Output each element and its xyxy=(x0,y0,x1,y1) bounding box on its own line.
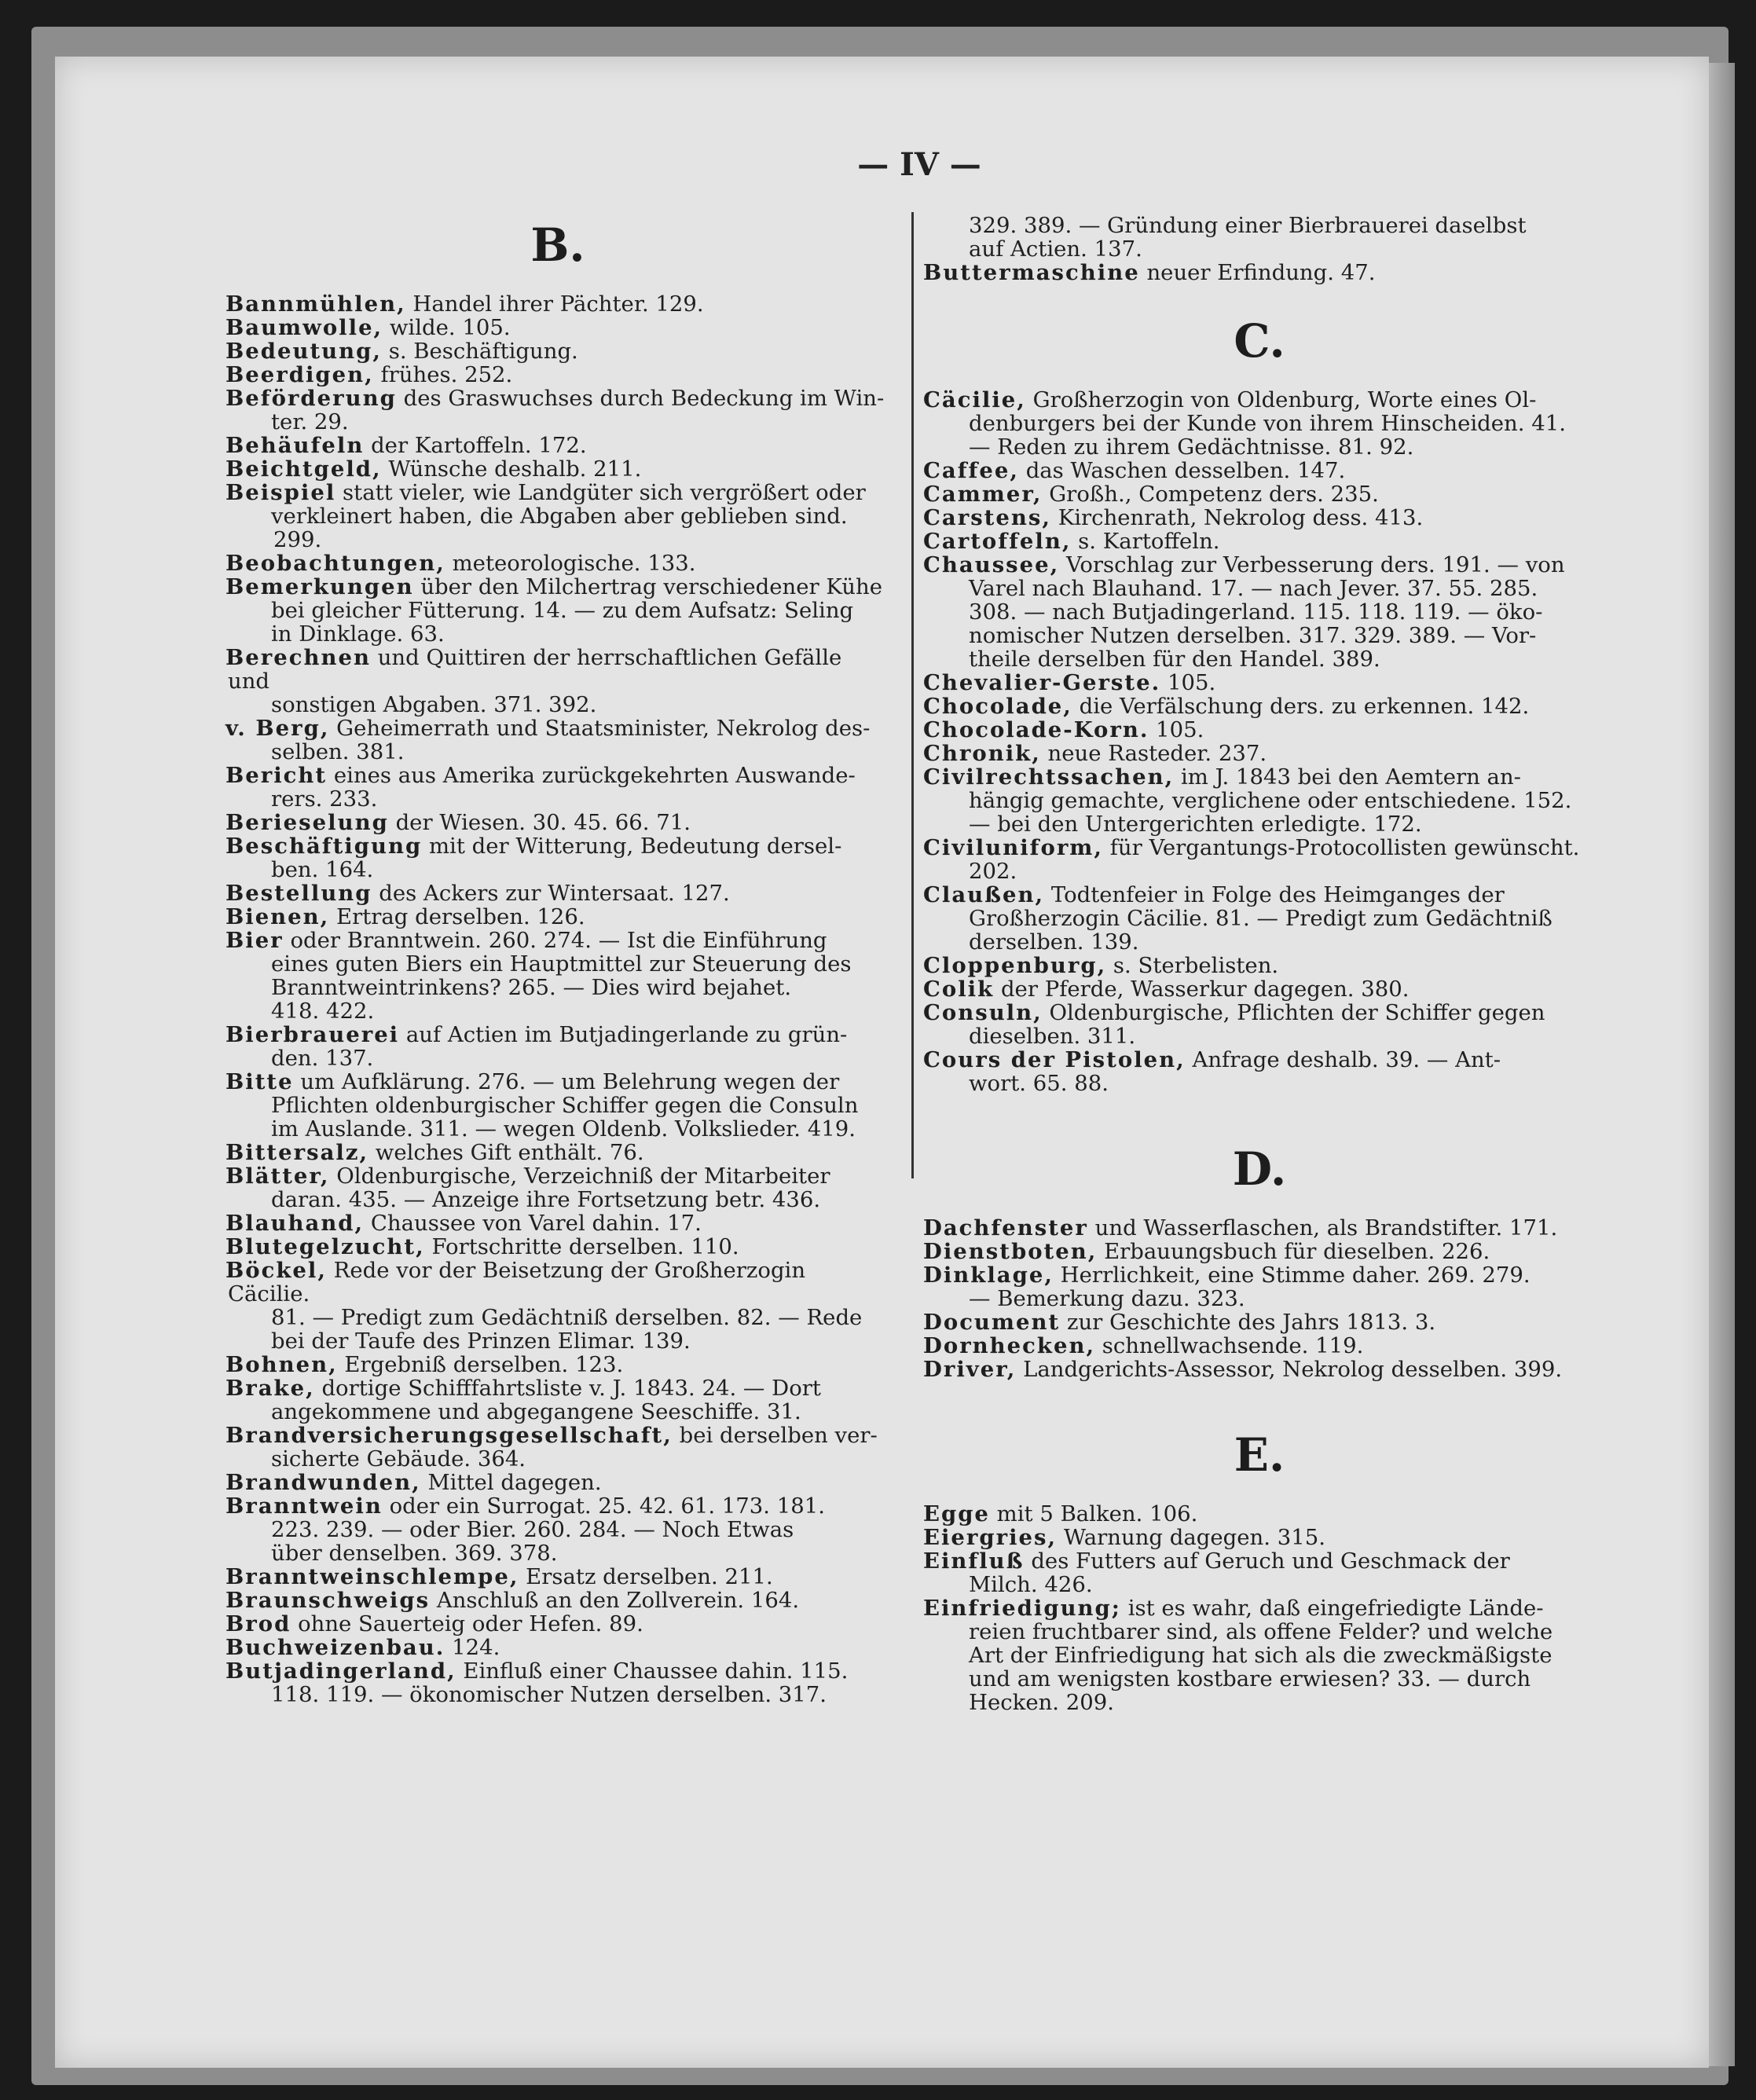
index-entry xyxy=(923,1047,1593,1096)
entry-text: Ersatz derselben. 211. xyxy=(526,1564,773,1589)
index-entry xyxy=(225,1234,888,1259)
entry-keyword: Beobachtungen, xyxy=(225,551,445,576)
index-entry xyxy=(923,1263,1593,1311)
entry-keyword: Blauhand, xyxy=(225,1211,365,1236)
entry-keyword: Branntweinschlempe, xyxy=(225,1564,519,1589)
section-letter-d: D. xyxy=(1232,1142,1287,1196)
entry-text: s. Kartoffeln. xyxy=(1078,529,1220,554)
index-entry xyxy=(923,1000,1593,1049)
index-entry xyxy=(923,1596,1593,1715)
entry-continuation: im Auslande. 311. — wegen Oldenb. Volkslieder. 419. xyxy=(271,1116,856,1142)
index-entry xyxy=(923,260,1593,285)
entry-text: Oldenburgische, Pflichten der Schiffer gegen xyxy=(1049,1000,1545,1025)
index-entry xyxy=(923,387,1593,460)
index-entry xyxy=(225,1635,888,1660)
entry-text: wilde. 105. xyxy=(389,315,511,340)
entry-text: Erbauungsbuch für dieselben. 226. xyxy=(1104,1239,1490,1264)
entry-text: ist es wahr, daß eingefriedigte Lände- xyxy=(1127,1596,1544,1621)
entry-text: 124. xyxy=(452,1635,500,1660)
entry-continuation: über denselben. 369. 378. xyxy=(271,1541,558,1566)
entry-text: Rede vor der Beisetzung der Großherzogin Cäcilie. xyxy=(228,1258,806,1307)
entry-text: meteorologische. 133. xyxy=(452,551,696,576)
entry-continuation: Hecken. 209. xyxy=(969,1690,1115,1715)
entry-continuation: angekommene und abgegangene Seeschiffe. 31. xyxy=(271,1399,801,1424)
index-entry xyxy=(225,716,888,764)
entry-keyword: Claußen, xyxy=(923,882,1045,907)
entry-keyword: Caffee, xyxy=(923,458,1019,483)
entry-keyword: Dornhecken, xyxy=(923,1333,1096,1358)
entry-continuation: Varel nach Blauhand. 17. — nach Jever. 37. 55. 285. xyxy=(969,576,1538,601)
index-entry xyxy=(923,717,1593,742)
entry-keyword: Bier xyxy=(225,928,284,953)
index-entry xyxy=(225,1140,888,1165)
entry-keyword: Buchweizenbau. xyxy=(225,1635,445,1660)
column-divider xyxy=(911,212,914,1178)
entry-continuation: 308. — nach Butjadingerland. 115. 118. 119. — öko- xyxy=(969,599,1543,625)
entry-text: über den Milchertrag verschiedener Kühe xyxy=(420,574,883,599)
index-entry xyxy=(923,1357,1593,1382)
entry-keyword: Beförderung xyxy=(225,386,397,411)
entry-keyword: Cäcilie, xyxy=(923,387,1026,412)
entry-text: Wünsche deshalb. 211. xyxy=(388,456,642,482)
entry-keyword: Chocolade-Korn. xyxy=(923,717,1149,742)
entry-keyword: Civiluniform, xyxy=(923,835,1103,860)
index-entry xyxy=(225,1423,888,1471)
index-entry xyxy=(225,1069,888,1142)
entry-keyword: Brandversicherungsgesellschaft, xyxy=(225,1423,673,1448)
entry-keyword: Dienstboten, xyxy=(923,1239,1098,1264)
index-entry xyxy=(923,1548,1593,1597)
entry-continuation: Art der Einfriedigung hat sich als die zweckmäßigste xyxy=(969,1643,1553,1668)
index-entries-d xyxy=(923,1215,1593,1382)
index-entry xyxy=(923,505,1593,530)
index-entry xyxy=(225,1211,888,1236)
entry-text: Chaussee von Varel dahin. 17. xyxy=(370,1211,702,1236)
index-entry xyxy=(923,529,1593,554)
entry-text: Großherzogin von Oldenburg, Worte eines Ol- xyxy=(1032,387,1537,412)
entry-text: Handel ihrer Pächter. 129. xyxy=(412,291,704,317)
entry-keyword: Beichtgeld, xyxy=(225,456,382,482)
index-entry xyxy=(225,1258,888,1354)
entry-text: ohne Sauerteig oder Hefen. 89. xyxy=(298,1611,643,1636)
index-entries-b xyxy=(225,291,888,1707)
entry-text: Fortschritte derselben. 110. xyxy=(431,1234,739,1259)
index-entry xyxy=(225,456,888,482)
index-entry xyxy=(225,339,888,364)
right-column xyxy=(923,213,1593,1715)
entry-text: der Kartoffeln. 172. xyxy=(371,433,587,458)
entry-text: Warnung dagegen. 315. xyxy=(1063,1525,1325,1550)
entry-continuation: derselben. 139. xyxy=(969,929,1139,955)
index-entries-c xyxy=(923,387,1593,1096)
entry-keyword: Bienen, xyxy=(225,904,330,929)
entry-continuation: Milch. 426. xyxy=(969,1572,1093,1597)
entry-continuation: verkleinert haben, die Abgaben aber geblieben sind. 299. xyxy=(271,504,848,552)
entry-continuation: — bei den Untergerichten erledigte. 172. xyxy=(969,812,1422,837)
entry-keyword: Beerdigen, xyxy=(225,362,374,387)
entry-keyword: Buttermaschine xyxy=(923,260,1140,285)
entry-keyword: Chronik, xyxy=(923,741,1041,766)
index-entry xyxy=(225,928,888,1024)
entry-keyword: Bitte xyxy=(225,1069,294,1094)
entry-keyword: Brod xyxy=(225,1611,291,1636)
entry-text: Anfrage deshalb. 39. — Ant- xyxy=(1192,1047,1501,1072)
section-letter-e: E. xyxy=(1234,1428,1285,1482)
entry-text: Landgerichts-Assessor, Nekrolog desselben. 399. xyxy=(1023,1357,1563,1382)
entry-continuation: bei der Taufe des Prinzen Elimar. 139. xyxy=(271,1329,691,1354)
entry-keyword: Bannmühlen, xyxy=(225,291,406,317)
index-entry xyxy=(225,315,888,340)
entry-continuation: — Bemerkung dazu. 323. xyxy=(969,1286,1245,1311)
index-entry xyxy=(225,1352,888,1377)
entry-continuation: dieselben. 311. xyxy=(969,1024,1136,1049)
entry-keyword: Butjadingerland, xyxy=(225,1658,456,1684)
entry-continuation: in Dinklage. 63. xyxy=(271,621,445,647)
entry-text: das Waschen desselben. 147. xyxy=(1025,458,1346,483)
entry-keyword: Brake, xyxy=(225,1376,315,1401)
entry-continuation: 329. 389. — Gründung einer Bierbrauerei daselbst xyxy=(969,213,1527,238)
entry-continuation: theile derselben für den Handel. 389. xyxy=(969,647,1380,672)
entry-text: schnellwachsende. 119. xyxy=(1102,1333,1364,1358)
entry-continuation: Branntweintrinkens? 265. — Dies wird bejahet. xyxy=(271,975,792,1000)
entry-text: Anschluß an den Zollverein. 164. xyxy=(436,1588,800,1613)
index-entry xyxy=(923,977,1593,1002)
entry-continuation: und am wenigsten kostbare erwiesen? 33. — durch xyxy=(969,1666,1531,1691)
entry-keyword: Einfriedigung; xyxy=(923,1596,1121,1621)
entry-keyword: Bierbrauerei xyxy=(225,1022,400,1047)
entry-keyword: Baumwolle, xyxy=(225,315,383,340)
index-entries-e xyxy=(923,1501,1593,1715)
index-entry xyxy=(225,433,888,458)
entry-continuation: reien fruchtbarer sind, als offene Felder? und welche xyxy=(969,1619,1553,1644)
index-entry xyxy=(923,552,1593,672)
index-entry xyxy=(225,551,888,576)
entry-keyword: Bemerkungen xyxy=(225,574,414,599)
entry-keyword: Beispiel xyxy=(225,480,336,505)
entry-keyword: Carstens, xyxy=(923,505,1051,530)
entry-text: welches Gift enthält. 76. xyxy=(375,1140,644,1165)
page-number: — IV — xyxy=(857,146,981,183)
entry-text: des Futters auf Geruch und Geschmack der xyxy=(1031,1548,1510,1574)
entry-text: mit der Witterung, Bedeutung dersel- xyxy=(428,834,842,859)
entry-keyword: Bohnen, xyxy=(225,1352,338,1377)
entry-continuation: Pflichten oldenburgischer Schiffer gegen die Consuln xyxy=(271,1093,859,1118)
entry-text: der Wiesen. 30. 45. 66. 71. xyxy=(395,810,691,835)
entry-keyword: Colik xyxy=(923,977,995,1002)
index-entry xyxy=(225,1164,888,1212)
index-entries-b-continued xyxy=(923,260,1593,285)
entry-text: 105. xyxy=(1156,717,1204,742)
entry-text: zur Geschichte des Jahrs 1813. 3. xyxy=(1066,1310,1436,1335)
entry-text: im J. 1843 bei den Aemtern an- xyxy=(1180,764,1521,790)
index-entry xyxy=(225,291,888,317)
entry-continuation: auf Actien. 137. xyxy=(969,236,1142,262)
index-entry xyxy=(923,1215,1593,1241)
entry-keyword: Cammer, xyxy=(923,482,1043,507)
index-entry xyxy=(225,645,888,717)
entry-text: mit 5 Balken. 106. xyxy=(996,1501,1198,1526)
entry-text: Vorschlag zur Verbesserung ders. 191. — von xyxy=(1065,552,1565,577)
entry-keyword: Blätter, xyxy=(225,1164,330,1189)
entry-keyword: Chaussee, xyxy=(923,552,1060,577)
entry-text: Kirchenrath, Nekrolog dess. 413. xyxy=(1058,505,1424,530)
index-entry xyxy=(923,741,1593,766)
entry-text: neuer Erfindung. 47. xyxy=(1146,260,1376,285)
entry-keyword: Behäufeln xyxy=(225,433,365,458)
entry-text: eines aus Amerika zurückgekehrten Auswande- xyxy=(333,763,856,788)
entry-keyword: Branntwein xyxy=(225,1493,383,1519)
entry-keyword: Beschäftigung xyxy=(225,834,423,859)
index-entry xyxy=(225,904,888,929)
index-entry xyxy=(225,386,888,434)
index-entry xyxy=(923,1333,1593,1358)
entry-continuation: selben. 381. xyxy=(271,739,405,764)
entry-text: für Vergantungs-Protocollisten gewünscht. xyxy=(1109,835,1580,860)
index-entry xyxy=(225,1588,888,1613)
entry-text: Einfluß einer Chaussee dahin. 115. xyxy=(463,1658,849,1684)
entry-keyword: Bestellung xyxy=(225,881,372,906)
index-entry xyxy=(923,482,1593,507)
entry-keyword: Egge xyxy=(923,1501,990,1526)
entry-text: und Wasserflaschen, als Brandstifter. 171. xyxy=(1094,1215,1558,1241)
entry-text: Herrlichkeit, eine Stimme daher. 269. 279. xyxy=(1060,1263,1531,1288)
index-entry xyxy=(225,1658,888,1707)
entry-text: Oldenburgische, Verzeichniß der Mitarbeiter xyxy=(336,1164,830,1189)
entry-text: oder ein Surrogat. 25. 42. 61. 173. 181. xyxy=(389,1493,826,1519)
entry-text: bei derselben ver- xyxy=(679,1423,878,1448)
index-entry xyxy=(225,1493,888,1566)
entry-continuation: nomischer Nutzen derselben. 317. 329. 389. — Vor- xyxy=(969,623,1537,648)
entry-keyword: Driver, xyxy=(923,1357,1017,1382)
index-entry xyxy=(923,882,1593,955)
entry-keyword: Cartoffeln, xyxy=(923,529,1072,554)
index-entry xyxy=(225,362,888,387)
entry-text: Todtenfeier in Folge des Heimganges der xyxy=(1050,882,1505,907)
continuation-lines xyxy=(926,214,1593,261)
entry-keyword: Bericht xyxy=(225,763,328,788)
index-entry xyxy=(923,694,1593,719)
index-entry xyxy=(225,763,888,812)
entry-text: Mittel dagegen. xyxy=(427,1470,602,1495)
entry-text: s. Beschäftigung. xyxy=(388,339,578,364)
index-entry xyxy=(225,881,888,906)
entry-text: Großh., Competenz ders. 235. xyxy=(1049,482,1379,507)
entry-keyword: Dinklage, xyxy=(923,1263,1054,1288)
index-entry xyxy=(225,1564,888,1589)
entry-keyword: Chocolade, xyxy=(923,694,1072,719)
entry-continuation: eines guten Biers ein Hauptmittel zur Steuerung des xyxy=(271,951,852,977)
index-entry xyxy=(923,458,1593,483)
entry-keyword: Cloppenburg, xyxy=(923,953,1107,978)
entry-text: die Verfälschung ders. zu erkennen. 142. xyxy=(1079,694,1530,719)
index-entry xyxy=(923,1501,1593,1526)
entry-keyword: Bedeutung, xyxy=(225,339,382,364)
entry-keyword: Eiergries, xyxy=(923,1525,1058,1550)
entry-keyword: Berechnen xyxy=(225,645,371,670)
entry-text: 105. xyxy=(1167,670,1216,695)
index-entry xyxy=(225,1470,888,1495)
entry-text: des Ackers zur Wintersaat. 127. xyxy=(379,881,730,906)
entry-text: dortige Schifffahrtsliste v. J. 1843. 24. — Dort xyxy=(321,1376,821,1401)
entry-continuation: sicherte Gebäude. 364. xyxy=(271,1446,526,1471)
entry-text: und Quittiren der herrschaftlichen Gefälle und xyxy=(228,645,842,694)
entry-keyword: Einfluß xyxy=(923,1548,1025,1574)
index-entry xyxy=(225,1376,888,1424)
index-entry xyxy=(923,670,1593,695)
entry-keyword: Braunschweigs xyxy=(225,1588,431,1613)
entry-text: Geheimerrath und Staatsminister, Nekrolog des- xyxy=(336,716,871,741)
entry-text: frühes. 252. xyxy=(380,362,513,387)
entry-keyword: Cours der Pistolen, xyxy=(923,1047,1186,1072)
entry-text: auf Actien im Butjadingerlande zu grün- xyxy=(405,1022,848,1047)
entry-continuation: ben. 164. xyxy=(271,857,374,882)
entry-keyword: Berieselung xyxy=(225,810,389,835)
entry-text: Ertrag derselben. 126. xyxy=(336,904,585,929)
entry-continuation: 81. — Predigt zum Gedächtniß derselben. 82. — Rede xyxy=(271,1305,863,1330)
entry-text: neue Rasteder. 237. xyxy=(1047,741,1267,766)
entry-text: der Pferde, Wasserkur dagegen. 380. xyxy=(1000,977,1410,1002)
entry-continuation: ter. 29. xyxy=(271,409,349,434)
entry-text: Ergebniß derselben. 123. xyxy=(344,1352,624,1377)
index-entry xyxy=(225,810,888,835)
entry-text: um Aufklärung. 276. — um Belehrung wegen der xyxy=(300,1069,840,1094)
entry-text: des Graswuchses durch Bedeckung im Win- xyxy=(403,386,885,411)
left-column xyxy=(225,218,888,1707)
index-entry xyxy=(923,953,1593,978)
index-entry xyxy=(923,1239,1593,1264)
entry-continuation: hängig gemachte, verglichene oder entschiedene. 152. xyxy=(969,788,1572,813)
index-entry xyxy=(225,1022,888,1071)
entry-continuation: daran. 435. — Anzeige ihre Fortsetzung betr. 436. xyxy=(271,1187,821,1212)
index-entry xyxy=(923,1310,1593,1335)
entry-continuation: denburgers bei der Kunde von ihrem Hinscheiden. 41. xyxy=(969,411,1566,436)
entry-keyword: Chevalier-Gerste. xyxy=(923,670,1161,695)
entry-continuation: sonstigen Abgaben. 371. 392. xyxy=(271,692,597,717)
entry-keyword: Blutegelzucht, xyxy=(225,1234,425,1259)
entry-keyword: Consuln, xyxy=(923,1000,1043,1025)
entry-continuation: — Reden zu ihrem Gedächtnisse. 81. 92. xyxy=(969,434,1414,460)
entry-text: oder Branntwein. 260. 274. — Ist die Einführung xyxy=(290,928,827,953)
index-entry xyxy=(225,834,888,882)
entry-keyword: Böckel, xyxy=(225,1258,327,1283)
entry-continuation: rers. 233. xyxy=(271,786,378,812)
index-entry xyxy=(225,1611,888,1636)
entry-keyword: Brandwunden, xyxy=(225,1470,421,1495)
entry-keyword: Document xyxy=(923,1310,1061,1335)
entry-continuation: 202. xyxy=(969,859,1017,884)
entry-continuation: bei gleicher Fütterung. 14. — zu dem Aufsatz: Seling xyxy=(271,598,854,623)
entry-keyword: Bittersalz, xyxy=(225,1140,369,1165)
index-entry xyxy=(923,764,1593,837)
entry-keyword: Civilrechtssachen, xyxy=(923,764,1175,790)
index-entry xyxy=(225,480,888,552)
entry-text: s. Sterbelisten. xyxy=(1113,953,1279,978)
entry-continuation: 418. 422. xyxy=(271,999,375,1024)
entry-continuation: wort. 65. 88. xyxy=(969,1071,1109,1096)
entry-continuation: Großherzogin Cäcilie. 81. — Predigt zum Gedächtniß xyxy=(969,906,1553,931)
entry-continuation: den. 137. xyxy=(271,1046,374,1071)
entry-keyword: v. Berg, xyxy=(225,716,330,741)
entry-keyword: Dachfenster xyxy=(923,1215,1088,1241)
index-entry xyxy=(923,835,1593,884)
index-entry xyxy=(923,1525,1593,1550)
index-entry xyxy=(225,574,888,647)
entry-continuation: 118. 119. — ökonomischer Nutzen derselben. 317. xyxy=(271,1682,827,1707)
section-letter-c: C. xyxy=(1234,314,1285,368)
entry-continuation: 223. 239. — oder Bier. 260. 284. — Noch Etwas xyxy=(271,1517,794,1542)
entry-text: statt vieler, wie Landgüter sich vergrößert oder xyxy=(343,480,866,505)
section-letter-b: B. xyxy=(530,218,585,272)
